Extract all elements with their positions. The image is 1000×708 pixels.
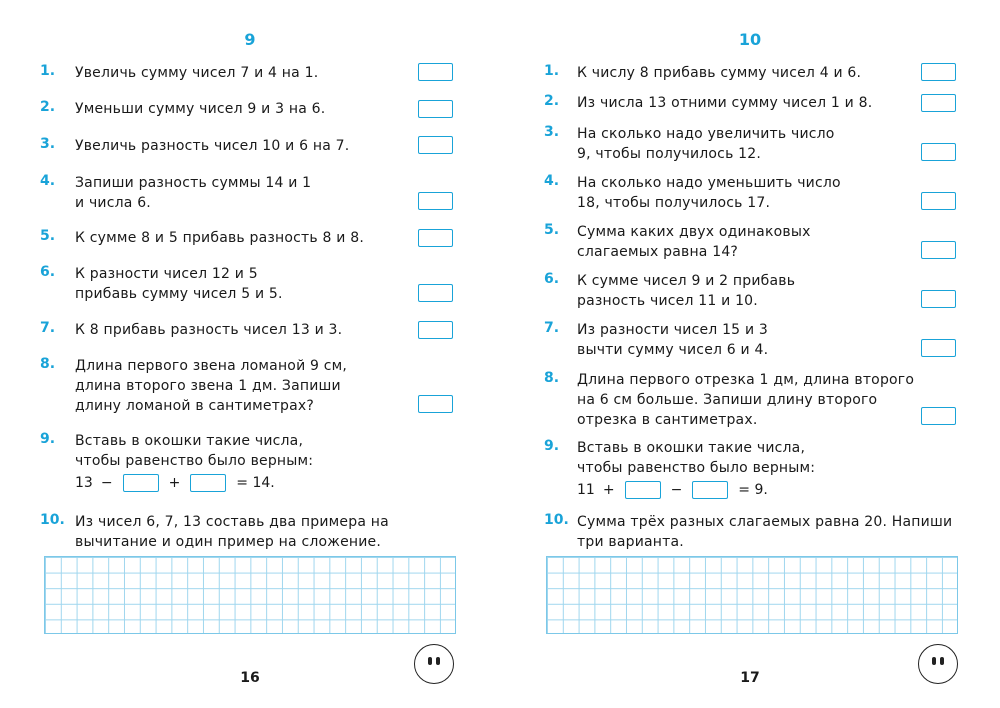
task-text: Уменьши сумму чисел 9 и 3 на 6. xyxy=(75,101,326,117)
task-text: Увеличь разность чисел 10 и 6 на 7. xyxy=(75,138,350,154)
task-number: 8. xyxy=(544,370,560,386)
task-text: Сумма трёх разных слагаемых равна 20. Напиши три варианта. xyxy=(577,514,953,550)
answer-box[interactable] xyxy=(418,192,453,210)
task-text: К 8 прибавь разность чисел 13 и 3. xyxy=(75,322,343,338)
answer-box[interactable] xyxy=(921,290,956,308)
eq-operator: − xyxy=(670,482,683,498)
task-number: 4. xyxy=(40,173,56,189)
eq-number: 11 xyxy=(577,482,595,498)
task-number: 5. xyxy=(40,228,56,244)
equation xyxy=(577,480,768,500)
eq-operator: + xyxy=(602,482,615,498)
task-text: Вставь в окошки такие числа, чтобы равенство было верным: xyxy=(577,440,816,476)
task-text: К числу 8 прибавь сумму чисел 4 и 6. xyxy=(577,65,862,81)
page-number: 16 xyxy=(240,670,260,686)
task-number: 7. xyxy=(40,320,56,336)
task-text: Из числа 13 отними сумму чисел 1 и 8. xyxy=(577,95,873,111)
task-text: Сумма каких двух одинаковых слагаемых равна 14? xyxy=(577,224,811,260)
answer-box[interactable] xyxy=(418,63,453,81)
smiley-face-icon xyxy=(918,644,958,684)
task-number: 1. xyxy=(40,63,56,79)
task-text: На сколько надо уменьшить число 18, чтобы получилось 17. xyxy=(577,175,841,211)
answer-box[interactable] xyxy=(418,136,453,154)
task-text: Длина первого отрезка 1 дм, длина второго на 6 см больше. Запиши длину второго отрезка в сантиметрах. xyxy=(577,372,915,428)
writing-grid[interactable] xyxy=(44,556,456,634)
equation-box[interactable] xyxy=(123,474,159,492)
task-text: К сумме 8 и 5 прибавь разность 8 и 8. xyxy=(75,230,364,246)
task-number: 7. xyxy=(544,320,560,336)
answer-box[interactable] xyxy=(921,143,956,161)
eq-operator: + xyxy=(168,475,181,491)
task-text: К разности чисел 12 и 5 прибавь сумму чисел 5 и 5. xyxy=(75,266,283,302)
task-number: 3. xyxy=(544,124,560,140)
task-number: 10. xyxy=(544,512,569,528)
task-text: На сколько надо увеличить число 9, чтобы получилось 12. xyxy=(577,126,835,162)
task-text: Из разности чисел 15 и 3 вычти сумму чисел 6 и 4. xyxy=(577,322,769,358)
task-text: Длина первого звена ломаной 9 см, длина второго звена 1 дм. Запиши длину ломаной в сантиметрах? xyxy=(75,358,348,414)
answer-box[interactable] xyxy=(921,192,956,210)
task-text: Увеличь сумму чисел 7 и 4 на 1. xyxy=(75,65,319,81)
answer-box[interactable] xyxy=(418,100,453,118)
answer-box[interactable] xyxy=(921,63,956,81)
card-title: 10 xyxy=(738,30,762,49)
task-text: К сумме чисел 9 и 2 прибавь разность чисел 11 и 10. xyxy=(577,273,796,309)
eq-result: = 14. xyxy=(236,475,275,491)
equation-box[interactable] xyxy=(625,481,661,499)
writing-grid[interactable] xyxy=(546,556,958,634)
task-number: 2. xyxy=(544,93,560,109)
task-text: Вставь в окошки такие числа, чтобы равенство было верным: xyxy=(75,433,314,469)
equation xyxy=(75,473,275,493)
equation-box[interactable] xyxy=(692,481,728,499)
answer-box[interactable] xyxy=(921,407,956,425)
answer-box[interactable] xyxy=(921,241,956,259)
eq-number: 13 xyxy=(75,475,93,491)
answer-box[interactable] xyxy=(418,321,453,339)
equation-box[interactable] xyxy=(190,474,226,492)
task-number: 9. xyxy=(544,438,560,454)
answer-box[interactable] xyxy=(921,339,956,357)
card-title: 9 xyxy=(244,30,256,49)
task-text: Запиши разность суммы 14 и 1 и числа 6. xyxy=(75,175,312,211)
eq-operator: − xyxy=(100,475,113,491)
answer-box[interactable] xyxy=(418,284,453,302)
task-number: 4. xyxy=(544,173,560,189)
answer-box[interactable] xyxy=(418,229,453,247)
task-number: 3. xyxy=(40,136,56,152)
answer-box[interactable] xyxy=(921,94,956,112)
smiley-face-icon xyxy=(414,644,454,684)
task-number: 6. xyxy=(544,271,560,287)
task-text: Из чисел 6, 7, 13 составь два примера на вычитание и один пример на сложение. xyxy=(75,514,389,550)
task-number: 5. xyxy=(544,222,560,238)
eq-result: = 9. xyxy=(738,482,768,498)
task-number: 2. xyxy=(40,99,56,115)
task-number: 8. xyxy=(40,356,56,372)
page-number: 17 xyxy=(740,670,760,686)
task-number: 9. xyxy=(40,431,56,447)
right-page xyxy=(500,0,1000,708)
task-number: 10. xyxy=(40,512,65,528)
task-number: 1. xyxy=(544,63,560,79)
answer-box[interactable] xyxy=(418,395,453,413)
task-number: 6. xyxy=(40,264,56,280)
